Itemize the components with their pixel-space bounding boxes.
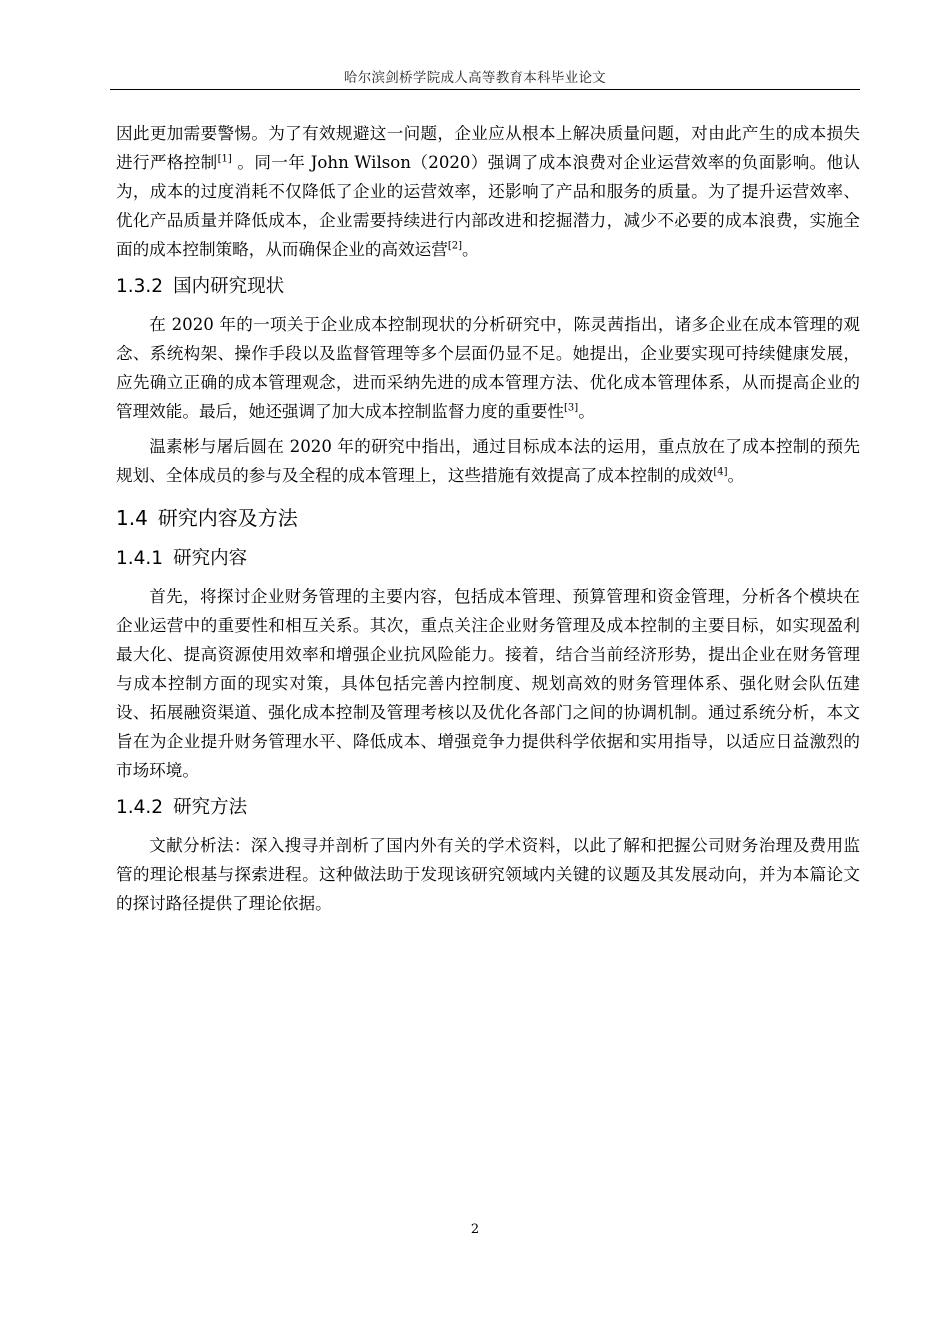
heading-1-4-1-title: 研究内容 <box>173 548 248 569</box>
paragraph-3-end: 。 <box>727 466 745 485</box>
heading-1-3-2 <box>116 270 860 304</box>
paragraph-3-text: 温素彬与屠后圆在 2020 年的研究中指出，通过目标成本法的运用，重点放在了成本控制的预先规划、全体成员的参与及全程的成本管理上，这些措施有效提高了成本控制的成效 <box>116 437 860 485</box>
heading-1-3-2-number: 1.3.2 <box>116 276 164 297</box>
paragraph-1-end: 。 <box>462 240 479 259</box>
paragraph-2-text: 在 2020 年的一项关于企业成本控制现状的分析研究中，陈灵茜指出，诸多企业在成本管理的观念、系统构架、操作手段以及监督管理等多个层面仍显不足。她提出，企业要实现可持续健康发展，应先确立正确的成本管理观念，进而采纳先进的成本管理方法、优化成本管理体系，从而提高企业的管理效能。最后，她还强调了加大成本控制监督力度的重要性 <box>116 315 860 421</box>
heading-1-4 <box>116 500 860 536</box>
citation-3: [3] <box>564 402 579 414</box>
heading-1-3-2-title: 国内研究现状 <box>173 276 285 297</box>
paragraph-5: 文献分析法：深入搜寻并剖析了国内外有关的学术资料，以此了解和把握公司财务治理及费用监管的理论根基与探索进程。这种做法助于发现该研究领域内关键的议题及其发展动向，并为本篇论文的探讨路径提供了理论依据。 <box>116 836 860 913</box>
paragraph-2-end: 。 <box>578 402 595 421</box>
paragraph-2 <box>116 310 860 426</box>
heading-1-4-2 <box>116 791 860 825</box>
paragraph-1-text-b: 。同一年 John Wilson（2020）强调了成本浪费对企业运营效率的负面影响。他认为，成本的过度消耗不仅降低了企业的运营效率，还影响了产品和服务的质量。为了提升运营效率、优化产品质量并降低成本，企业需要持续进行内部改进和挖掘潜力，减少不必要的成本浪费，实施全面的成本控制策略，从而确保企业的高效运营 <box>116 153 861 259</box>
page-number: 2 <box>470 1222 480 1237</box>
heading-1-4-1-number: 1.4.1 <box>116 548 164 569</box>
citation-1: [1] <box>217 153 232 165</box>
heading-1-4-title: 研究内容及方法 <box>157 506 298 530</box>
heading-1-4-2-title: 研究方法 <box>173 797 248 818</box>
header-rule <box>110 89 860 90</box>
page-content <box>116 119 860 918</box>
heading-1-4-1 <box>116 542 860 576</box>
paragraph-3 <box>116 432 860 490</box>
paragraph-1 <box>116 119 860 264</box>
citation-4: [4] <box>713 466 728 478</box>
paragraph-1-text-a: 因此更加需要警惕。为了有效规避这一问题，企业应从根本上解决质量问题，对由此产生的成本损失进行严格控制 <box>116 124 860 172</box>
running-header: 哈尔滨剑桥学院成人高等教育本科毕业论文 <box>343 70 607 86</box>
citation-2: [2] <box>447 240 463 252</box>
heading-1-4-number: 1.4 <box>116 506 148 530</box>
paragraph-4: 首先，将探讨企业财务管理的主要内容，包括成本管理、预算管理和资金管理，分析各个模块在企业运营中的重要性和相互关系。其次，重点关注企业财务管理及成本控制的主要目标，如实现盈利最大化、提高资源使用效率和增强企业抗风险能力。接着，结合当前经济形势，提出企业在财务管理与成本控制方面的现实对策，具体包括完善内控制度、规划高效的财务管理体系、强化财会队伍建设、拓展融资渠道、强化成本控制及管理考核以及优化各部门之间的协调机制。通过系统分析，本文旨在为企业提升财务管理水平、降低成本、增强竞争力提供科学依据和实用指导，以适应日益激烈的市场环境。 <box>116 587 860 780</box>
heading-1-4-2-number: 1.4.2 <box>116 797 164 818</box>
